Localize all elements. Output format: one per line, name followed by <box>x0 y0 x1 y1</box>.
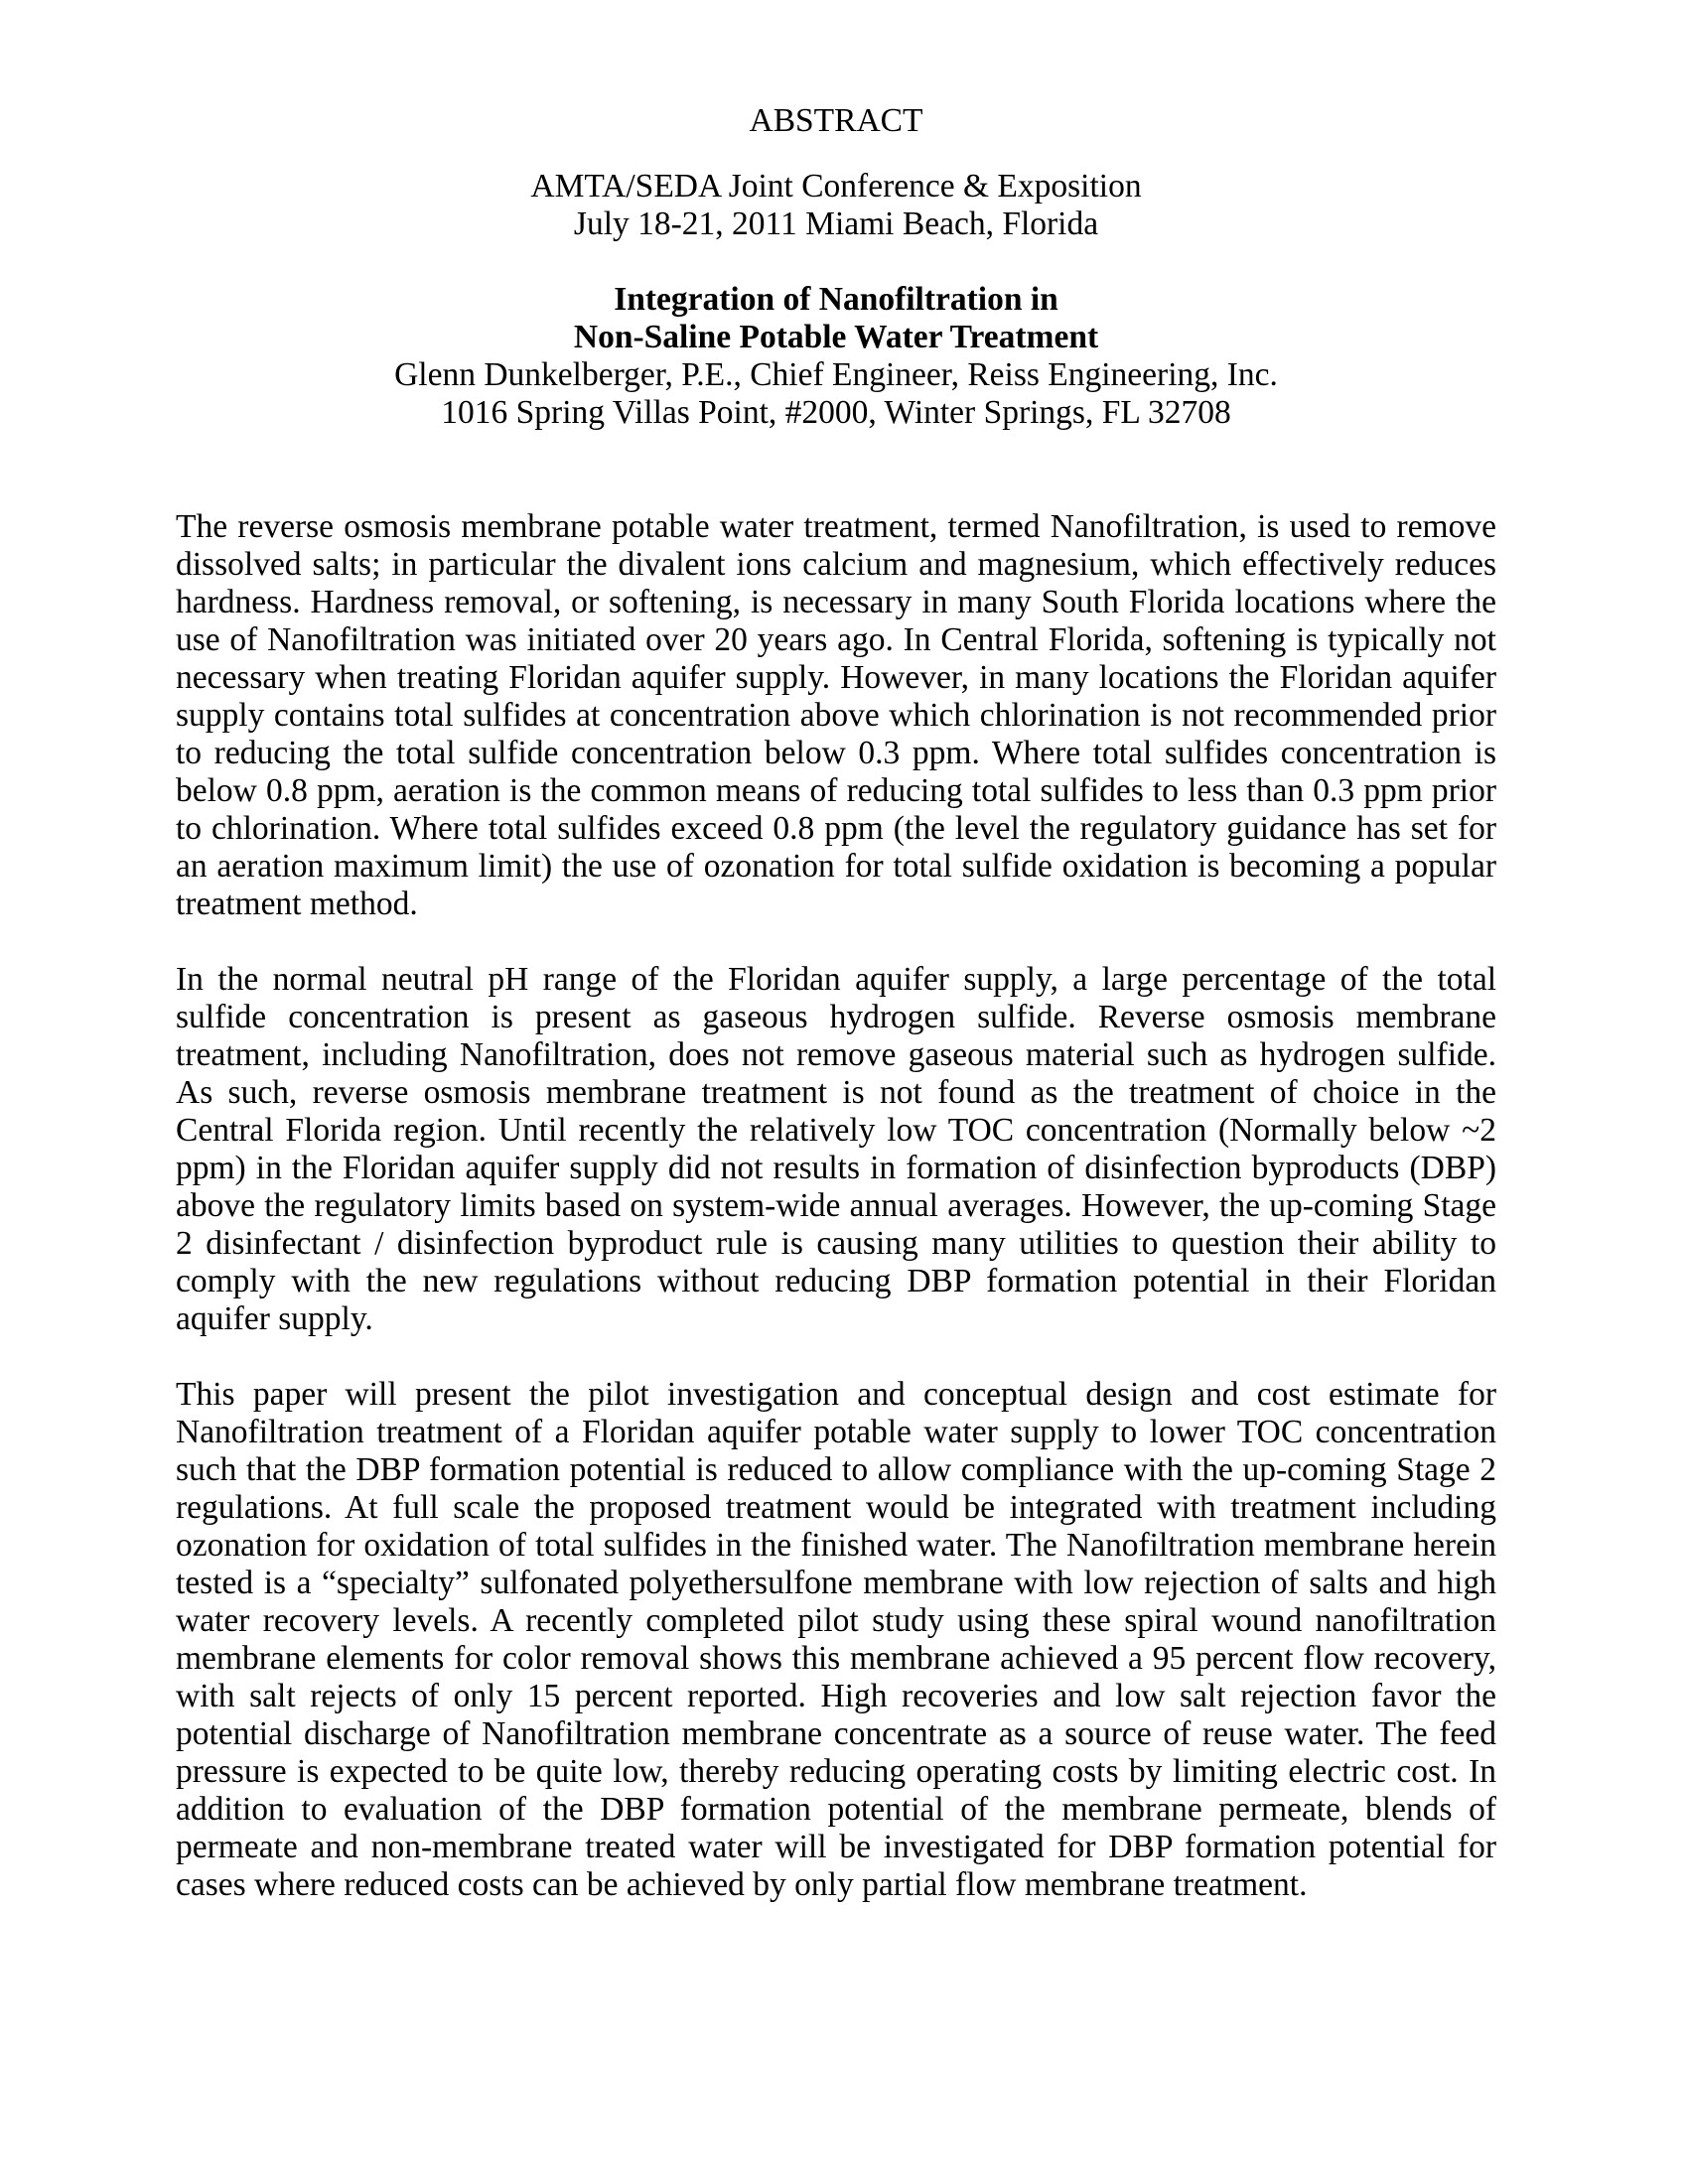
paragraph-1: The reverse osmosis membrane potable water treatment, termed Nanofiltration, is used to remove dissolved salts; in particular the divalent ions calcium and magnesium, which effectively reduces hardness. Hardness removal, or softening, is necessary in many South Florida locations where the use of Nanofiltration was initiated over 20 years ago. In Central Florida, softening is typically not necessary when treating Floridan aquifer supply. However, in many locations the Floridan aquifer supply contains total sulfides at concentration above which chlorination is not recommended prior to reducing the total sulfide concentration below 0.3 ppm. Where total sulfides concentration is below 0.8 ppm, aeration is the common means of reducing total sulfides to less than 0.3 ppm prior to chlorination. Where total sulfides exceed 0.8 ppm (the level the regulatory guidance has set for an aeration maximum limit) the use of ozonation for total sulfide oxidation is becoming a popular treatment method. <box>176 508 1496 922</box>
conference-date-location: July 18-21, 2011 Miami Beach, Florida <box>573 205 1099 242</box>
document-header <box>176 102 1496 432</box>
spacer <box>176 140 1496 168</box>
author-line: Glenn Dunkelberger, P.E., Chief Engineer, Reiss Engineering, Inc. <box>394 356 1278 393</box>
address-line: 1016 Spring Villas Point, #2000, Winter Springs, FL 32708 <box>441 394 1231 431</box>
paper-title-line-2: Non-Saline Potable Water Treatment <box>573 319 1099 355</box>
paper-title-line-1: Integration of Nanofiltration in <box>614 281 1058 318</box>
abstract-heading: ABSTRACT <box>749 102 923 139</box>
paragraph-3: This paper will present the pilot investigation and conceptual design and cost estimate for Nanofiltration treatment of a Floridan aquifer potable water supply to lower TOC concentration such that the DBP formation potential is reduced to allow compliance with the up-coming Stage 2 regulations. At full scale the proposed treatment would be integrated with treatment including ozonation for oxidation of total sulfides in the finished water. The Nanofiltration membrane herein tested is a “specialty” sulfonated polyethersulfone membrane with low rejection of salts and high water recovery levels. A recently completed pilot study using these spiral wound nanofiltration membrane elements for color removal shows this membrane achieved a 95 percent flow recovery, with salt rejects of only 15 percent reported. High recoveries and low salt rejection favor the potential discharge of Nanofiltration membrane concentrate as a source of reuse water. The feed pressure is expected to be quite low, thereby reducing operating costs by limiting electric cost. In addition to evaluation of the DBP formation potential of the membrane permeate, blends of permeate and non-membrane treated water will be investigated for DBP formation potential for cases where reduced costs can be achieved by only partial flow membrane treatment. <box>176 1376 1496 1903</box>
abstract-body <box>176 508 1496 1942</box>
conference-name: AMTA/SEDA Joint Conference & Exposition <box>530 168 1142 205</box>
spacer <box>176 243 1496 281</box>
paragraph-2: In the normal neutral pH range of the Floridan aquifer supply, a large percentage of the total sulfide concentration is present as gaseous hydrogen sulfide. Reverse osmosis membrane treatment, including Nanofiltration, does not remove gaseous material such as hydrogen sulfide. As such, reverse osmosis membrane treatment is not found as the treatment of choice in the Central Florida region. Until recently the relatively low TOC concentration (Normally below ~2 ppm) in the Floridan aquifer supply did not results in formation of disinfection byproducts (DBP) above the regulatory limits based on system-wide annual averages. However, the up-coming Stage 2 disinfectant / disinfection byproduct rule is causing many utilities to question their ability to comply with the new regulations without reducing DBP formation potential in their Floridan aquifer supply. <box>176 961 1496 1337</box>
